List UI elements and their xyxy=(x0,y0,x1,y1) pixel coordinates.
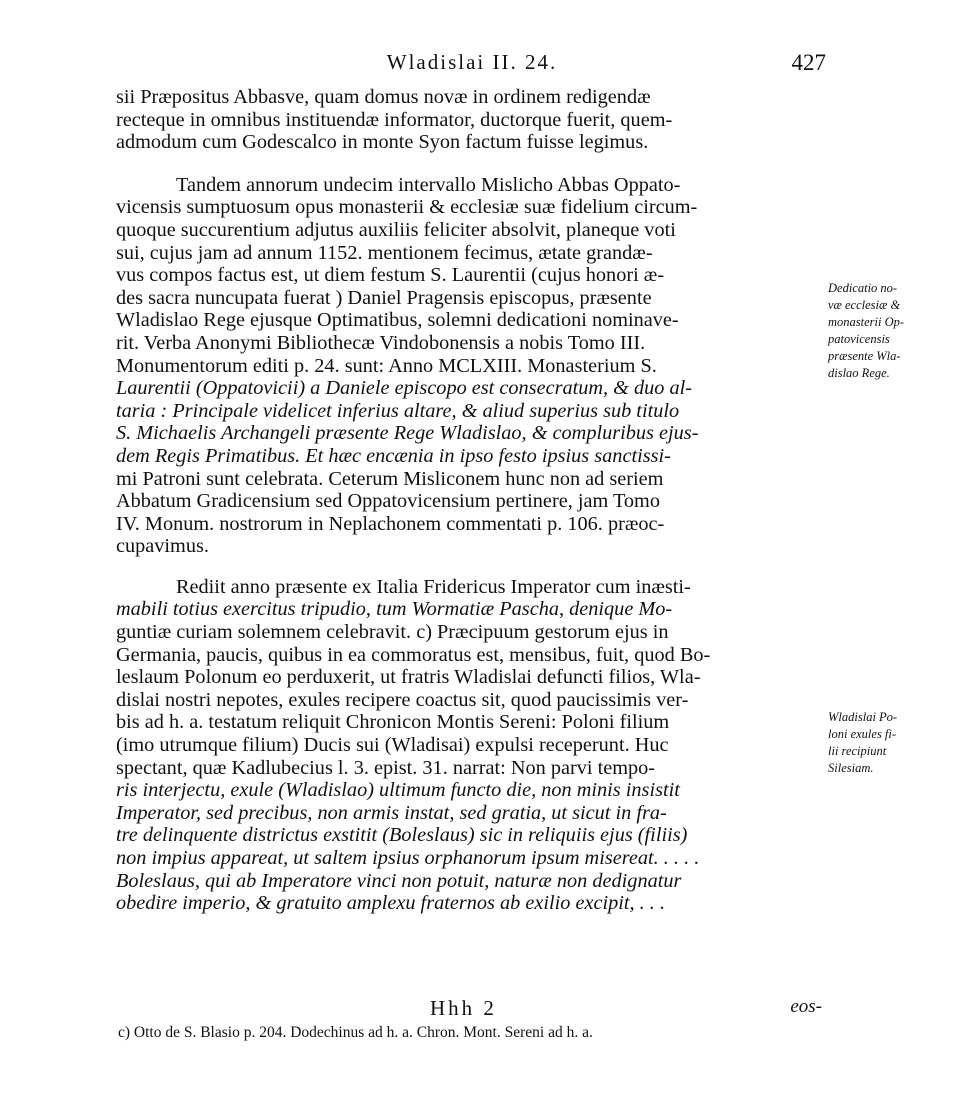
text-line: (imo utrumque filium) Ducis sui (Wladisai) expulsi receperunt. Huc xyxy=(116,734,669,757)
text-line: ris interjectu, exule (Wladislao) ultimum functo die, non minis insistit xyxy=(116,779,680,802)
signature-mark: Hhh 2 xyxy=(430,996,497,1020)
text-line: cupavimus. xyxy=(116,535,209,558)
text-line: Germania, paucis, quibus in ea commoratus est, mensibus, fuit, quod Bo- xyxy=(116,643,711,666)
margin-note-line: loni exules fi- xyxy=(828,727,897,741)
catchword: eos- xyxy=(790,996,822,1017)
text-line: vicensis sumptuosum opus monasterii & ecclesiæ suæ fidelium circum- xyxy=(116,196,698,219)
margin-note-line: lii recipiunt xyxy=(828,744,887,758)
text-line: Monumentorum editi p. 24. sunt: Anno MCLXIII. Monasterium S. xyxy=(116,354,657,377)
text-line: Wladislao Rege ejusque Optimatibus, solemni dedicationi nominave- xyxy=(116,309,679,332)
margin-note-line: dislao Rege. xyxy=(828,366,890,380)
text-line: spectant, quæ Kadlubecius l. 3. epist. 31. narrat: Non parvi tempo- xyxy=(116,756,656,779)
footnote: c) Otto de S. Blasio p. 204. Dodechinus ad h. a. Chron. Mont. Sereni ad h. a. xyxy=(118,1024,593,1041)
text-line: Imperator, sed precibus, non armis instat, sed gratia, ut sicut in fra- xyxy=(116,801,667,824)
text-line: recteque in omnibus instituendæ informator, ductorque fuerit, quem- xyxy=(116,108,673,131)
text-line: taria : Principale videlicet inferius altare, & aliud superius sub titulo xyxy=(116,399,680,422)
text-line: tre delinquente districtus exstitit (Boleslaus) sic in reliquiis ejus (filiis) xyxy=(116,824,688,847)
text-line: Boleslaus, qui ab Imperatore vinci non potuit, naturæ non dedignatur xyxy=(116,869,682,892)
margin-note-line: præsente Wla- xyxy=(828,349,901,363)
text-line: rit. Verba Anonymi Bibliothecæ Vindobonensis a nobis Tomo III. xyxy=(116,331,646,354)
page-number: 427 xyxy=(791,50,826,75)
text-line: obedire imperio, & gratuito amplexu fraternos ab exilio excipit, . . . xyxy=(116,892,666,915)
text-line: Tandem annorum undecim intervallo Mislicho Abbas Oppato- xyxy=(176,173,681,196)
text-line: guntiæ curiam solemnem celebravit. c) Præcipuum gestorum ejus in xyxy=(116,621,669,644)
text-line: S. Michaelis Archangeli præsente Rege Wladislao, & compluribus ejus- xyxy=(116,422,699,445)
text-line: vus compos factus est, ut diem festum S. Laurentii (cujus honori æ- xyxy=(116,264,665,287)
text-line: sui, cujus jam ad annum 1152. mentionem fecimus, ætate grandæ- xyxy=(116,241,653,264)
margin-note-line: Wladislai Po- xyxy=(828,710,898,724)
text-line: leslaum Polonum eo perduxerit, ut fratris Wladislai defuncti filios, Wla- xyxy=(116,666,701,689)
running-title: Wladislai II. 24. xyxy=(386,50,558,74)
text-line: dem Regis Primatibus. Et hæc encænia in ipso festo ipsius sanctissi- xyxy=(116,444,671,467)
text-line: Rediit anno præsente ex Italia Fridericus Imperator cum inæsti- xyxy=(176,575,691,598)
text-line: sii Præpositus Abbasve, quam domus novæ in ordinem redigendæ xyxy=(116,86,651,108)
margin-note-exiles xyxy=(828,709,954,777)
text-line: mi Patroni sunt celebrata. Ceterum Misliconem hunc non ad seriem xyxy=(116,467,664,490)
text-line: mabili totius exercitus tripudio, tum Wormatiæ Pascha, denique Mo- xyxy=(116,598,673,621)
margin-note-line: monasterii Op- xyxy=(828,315,905,329)
text-line: bis ad h. a. testatum reliquit Chronicon Montis Sereni: Poloni filium xyxy=(116,711,670,734)
text-line: des sacra nuncupata fuerat ) Daniel Pragensis episcopus, præsente xyxy=(116,286,652,309)
margin-note-dedication xyxy=(828,280,954,382)
paragraph-1 xyxy=(116,86,822,154)
text-line: admodum cum Godescalco in monte Syon factum fuisse legimus. xyxy=(116,131,649,154)
text-line: IV. Monum. nostrorum in Neplachonem commentati p. 106. præoc- xyxy=(116,512,665,535)
main-text-column xyxy=(116,86,822,915)
margin-note-line: væ ecclesiæ & xyxy=(828,298,901,312)
paragraph-3 xyxy=(116,576,822,915)
text-line: non impius appareat, ut saltem ipsius orphanorum ipsum misereat. . . . . xyxy=(116,847,700,869)
margin-note-line: Silesiam. xyxy=(828,761,874,775)
text-line: Abbatum Gradicensium sed Oppatovicensium pertinere, jam Tomo xyxy=(116,490,660,513)
text-line: Laurentii (Oppatovicii) a Daniele episcopo est consecratum, & duo al- xyxy=(116,377,693,400)
paragraph-2 xyxy=(116,174,822,558)
text-line: quoque succurentium adjutus auxiliis feliciter absolvit, planeque voti xyxy=(116,218,676,241)
margin-note-line: patovicensis xyxy=(828,332,890,346)
text-line: dislai nostri nepotes, exules recipere coactus sit, quod paucissimis ver- xyxy=(116,688,689,711)
running-head xyxy=(118,50,826,84)
margin-note-line: Dedicatio no- xyxy=(828,281,898,295)
